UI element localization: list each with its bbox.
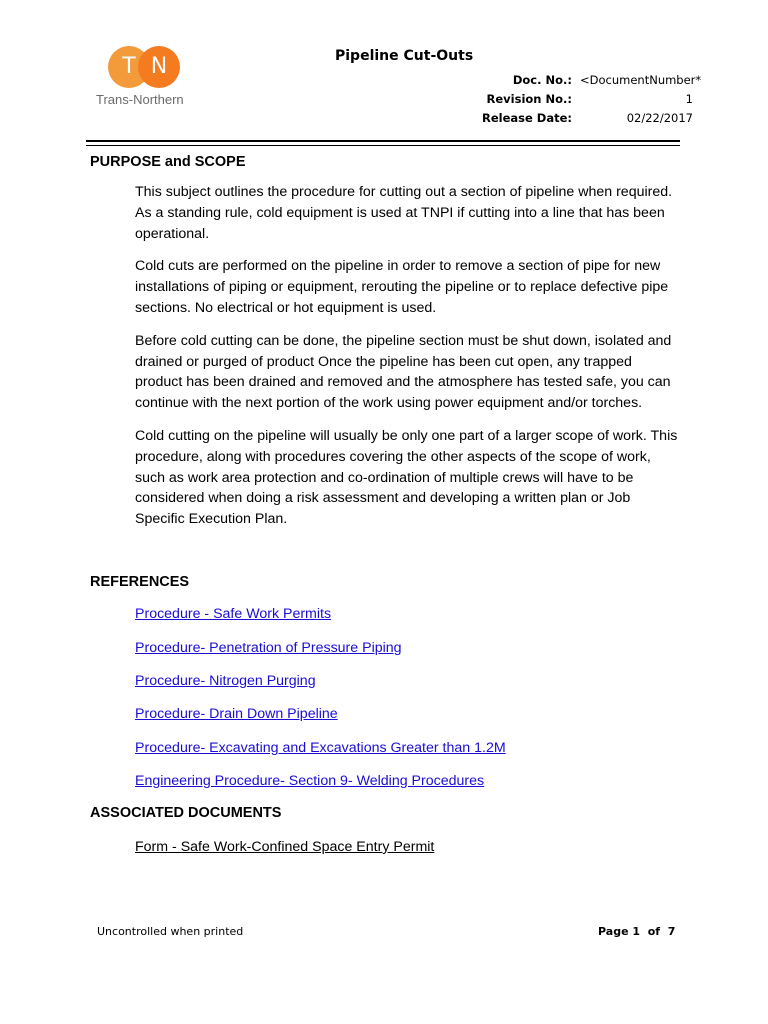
- revision-value: 1: [685, 92, 693, 106]
- logo-circle-n: N: [138, 46, 180, 88]
- purpose-paragraph-2: Cold cuts are performed on the pipeline in order to remove a section of pipe for new installations of piping or equipment, rerouting the pipeline or to replace defective pipe sections. No electrical or hot equipment is used.: [135, 258, 669, 316]
- reference-link-drain-down[interactable]: Procedure- Drain Down Pipeline: [135, 705, 338, 722]
- page-label: Page: [598, 925, 629, 938]
- logo-circle-t: T: [108, 46, 150, 88]
- trans-northern-logo: [96, 46, 196, 110]
- header-rule-thick: [86, 140, 680, 142]
- reference-link-excavating[interactable]: Procedure- Excavating and Excavations Greater than 1.2M: [135, 739, 506, 756]
- page-of-label: of: [647, 925, 661, 938]
- associated-link-confined-space[interactable]: Form - Safe Work-Confined Space Entry Permit: [135, 838, 435, 855]
- purpose-paragraph-4: Cold cutting on the pipeline will usually be only one part of a larger scope of work. This procedure, along with procedures covering the other aspects of the scope of work, such as work area protection and co-ordination of multiple crews will have to be considered when doing a risk assessment and developing a written plan or Job Specific Execution Plan.: [135, 427, 678, 528]
- company-name: Trans-Northern: [96, 92, 184, 107]
- reference-link-penetration[interactable]: Procedure- Penetration of Pressure Piping: [135, 639, 402, 656]
- footer-uncontrolled-note: Uncontrolled when printed: [97, 925, 244, 938]
- meta-labels: [480, 71, 572, 128]
- associated-documents-heading: ASSOCIATED DOCUMENTS: [90, 804, 282, 821]
- release-date-label: Release Date:: [481, 111, 572, 125]
- footer-page-number: [598, 925, 675, 938]
- header-rule-thin: [86, 145, 680, 146]
- release-date-value: 02/22/2017: [626, 111, 693, 125]
- document-title: Pipeline Cut-Outs: [335, 48, 474, 64]
- page-current: 1: [632, 925, 641, 938]
- reference-link-safe-work-permits[interactable]: Procedure - Safe Work Permits: [135, 605, 332, 622]
- revision-label: Revision No.:: [486, 92, 572, 106]
- doc-no-value: <DocumentNumber*: [580, 73, 702, 87]
- document-header: [0, 0, 768, 150]
- purpose-paragraph-1: This subject outlines the procedure for cutting out a section of pipeline when required. As a standing rule, cold equipment is used at TNPI if cutting into a line that has been operational.: [135, 184, 673, 242]
- page-total: 7: [667, 925, 676, 938]
- document-body: [90, 154, 680, 857]
- references-heading: REFERENCES: [90, 573, 190, 590]
- reference-link-welding[interactable]: Engineering Procedure- Section 9- Welding Procedures: [135, 772, 485, 789]
- purpose-heading: PURPOSE and SCOPE: [90, 154, 246, 170]
- reference-link-nitrogen-purging[interactable]: Procedure- Nitrogen Purging: [135, 672, 316, 689]
- doc-no-label: Doc. No.:: [512, 73, 572, 87]
- purpose-paragraph-3: Before cold cutting can be done, the pipeline section must be shut down, isolated and drained or purged of product Once the pipeline has been cut open, any trapped product has been drained and removed and the atmosphere has tested safe, you can continue with the next portion of the work using power equipment and/or torches.: [135, 332, 672, 412]
- meta-values: [580, 71, 702, 128]
